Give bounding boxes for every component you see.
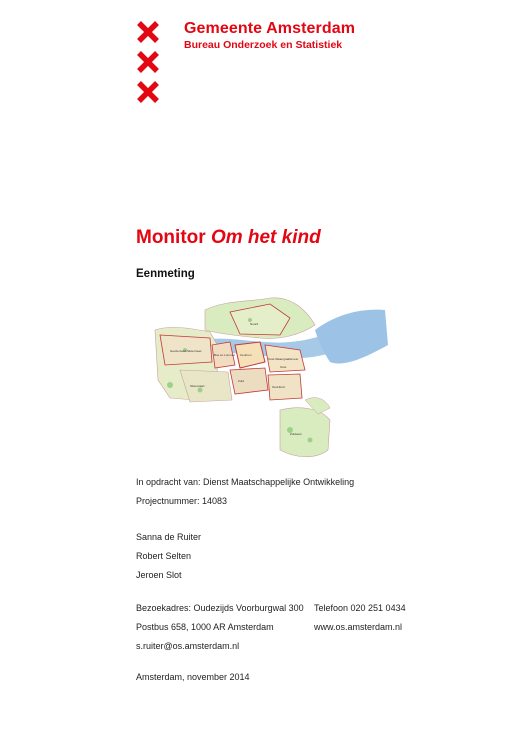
map-label: Oost-Watergraafsmeer [268, 357, 299, 361]
website-link[interactable]: www.os.amsterdam.nl [314, 622, 403, 632]
map-label: Zuidoost [290, 432, 302, 436]
report-subtitle: Eenmeting [136, 268, 195, 280]
map-label: Slotervaart [190, 384, 205, 388]
map-label: Geuzenveld-Slotermeer [170, 349, 202, 353]
author-name: Jeroen Slot [136, 570, 182, 580]
map-label: Centrum [240, 353, 252, 357]
organization-name: Gemeente Amsterdam [184, 20, 356, 37]
title-part-regular: Monitor [136, 227, 211, 248]
title-part-italic: Om het kind [210, 227, 321, 248]
commissioned-by: In opdracht van: Dienst Maatschappelijke Ontwikkeling [136, 477, 355, 487]
map-label: Noord [250, 322, 259, 326]
amsterdam-district-map [140, 290, 390, 465]
map-label: Zuid [238, 379, 244, 383]
report-title [136, 227, 321, 249]
logo-cross-icon [136, 20, 160, 44]
project-number: Projectnummer: 14083 [136, 496, 228, 506]
map-label: Oost [280, 365, 287, 369]
place-date: Amsterdam, november 2014 [136, 672, 250, 682]
author-name: Sanna de Ruiter [136, 532, 202, 542]
logo-cross-icon [136, 80, 160, 104]
map-label: Bos en Lommer [214, 353, 236, 357]
phone-number: Telefoon 020 251 0434 [314, 603, 406, 613]
organization-subtitle: Bureau Onderzoek en Statistiek [184, 39, 343, 51]
author-name: Robert Selten [136, 551, 192, 561]
email-link[interactable]: s.ruiter@os.amsterdam.nl [136, 641, 240, 651]
postal-address: Postbus 658, 1000 AR Amsterdam [136, 622, 274, 632]
map-label: Oud-Zuid [272, 385, 285, 389]
visit-address: Bezoekadres: Oudezijds Voorburgwal 300 [136, 603, 304, 613]
logo-cross-icon [136, 50, 160, 74]
